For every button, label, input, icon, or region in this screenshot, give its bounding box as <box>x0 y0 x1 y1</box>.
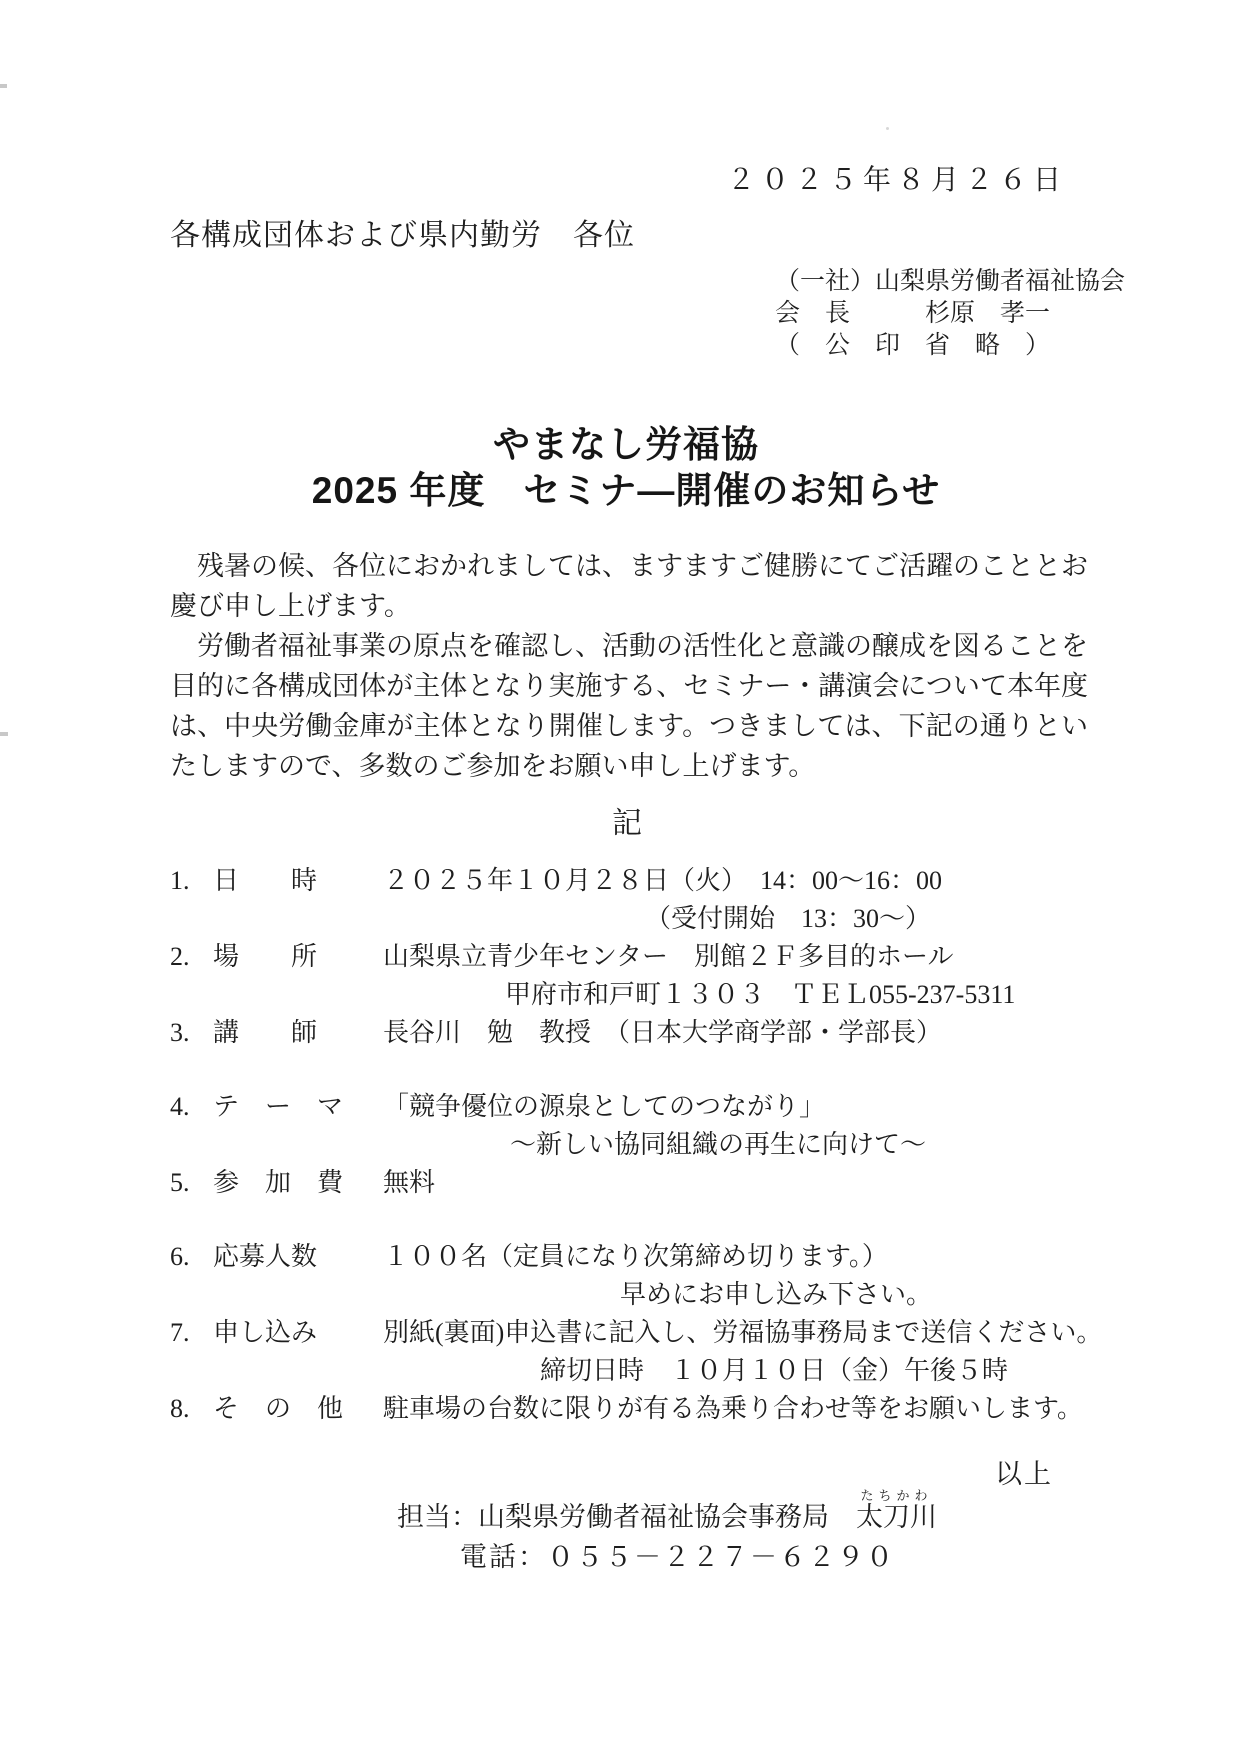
item-number: 5. <box>170 1168 190 1197</box>
contact-person: 太刀川 <box>856 1502 937 1532</box>
item-subline-early-apply: 早めにお申し込み下さい。 <box>620 1280 933 1309</box>
list-item-datetime <box>170 862 1130 900</box>
document-title-line2: 2025 年度 セミナ―開催のお知らせ <box>311 470 941 511</box>
item-value: 「競争優位の源泉としてのつながり」 <box>383 1092 826 1121</box>
item-value: 別紙(裏面)申込書に記入し、労福協事務局まで送信ください。 <box>383 1318 1103 1347</box>
item-number: 3. <box>170 1018 190 1047</box>
item-value: １００名（定員になり次第締め切ります。） <box>383 1242 888 1271</box>
item-number: 6. <box>170 1242 190 1271</box>
list-item-other <box>170 1390 1130 1428</box>
contact-person-line <box>397 1488 937 1537</box>
list-item-capacity <box>170 1238 1130 1276</box>
addressee-line: 各構成団体および県内勤労 各位 <box>170 219 635 252</box>
item-value: ２０２５年１０月２８日（火） 14：00～16：00 <box>383 866 943 895</box>
item-label: 日 時 <box>213 866 318 895</box>
contact-person-furigana: たちかわ <box>856 1488 937 1503</box>
item-value: 山梨県立青少年センター 別館２Ｆ多目的ホール <box>383 942 954 971</box>
scan-artifact <box>0 732 8 736</box>
item-subline-subtitle: ～新しい協同組織の再生に向けて～ <box>510 1130 927 1159</box>
list-item-application <box>170 1314 1130 1352</box>
item-subline-deadline: 締切日時 １０月１０日（金）午後５時 <box>540 1356 1009 1385</box>
sender-block <box>775 266 1125 362</box>
main-paragraph: 労働者福祉事業の原点を確認し、活動の活性化と意識の醸成を図ることを目的に各構成団体が主体となり実施する、セミナー・講演会について本年度は、中央労働金庫が主体となり開催します。つきましては、下記の通りといたしますので、多数のご参加をお願い申し上げます。 <box>170 631 1088 781</box>
item-label: 場 所 <box>213 942 318 971</box>
closing-ijou: 以上 <box>995 1459 1053 1489</box>
details-list <box>170 862 1130 1428</box>
contact-person-name <box>856 1488 937 1532</box>
item-label: 参 加 費 <box>213 1168 344 1197</box>
item-label: 講 師 <box>213 1018 318 1047</box>
greeting-paragraph: 残暑の候、各位におかれましては、ますますご健勝にてご活躍のこととお慶び申し上げます。 <box>170 551 1088 621</box>
item-number: 8. <box>170 1394 190 1423</box>
contact-block <box>397 1488 937 1577</box>
item-number: 1. <box>170 866 190 895</box>
item-number: 7. <box>170 1318 190 1347</box>
contact-phone: 電話：０５５－２２７－６２９０ <box>460 1542 895 1572</box>
scan-artifact <box>0 84 7 88</box>
body-paragraphs <box>170 546 1088 786</box>
list-item-lecturer <box>170 1014 1130 1052</box>
item-label: 申し込み <box>213 1318 318 1347</box>
item-subline-reception: （受付開始 13：30～） <box>645 904 932 933</box>
item-number: 4. <box>170 1092 190 1121</box>
contact-prefix: 担当：山梨県労働者福祉協会事務局 <box>397 1502 856 1532</box>
item-value: 駐車場の台数に限りが有る為乗り合わせ等をお願いします。 <box>383 1394 1083 1423</box>
list-item-theme <box>170 1088 1130 1126</box>
seal-omitted-note: （ 公 印 省 略 ） <box>775 332 1051 359</box>
list-item-fee <box>170 1164 1130 1202</box>
list-item-place <box>170 938 1130 976</box>
item-number: 2. <box>170 942 190 971</box>
item-label: 応募人数 <box>213 1242 318 1271</box>
scan-artifact <box>886 127 889 130</box>
item-value: 無料 <box>383 1168 436 1197</box>
item-value: 長谷川 勉 教授 （日本大学商学部・学部長） <box>383 1018 943 1047</box>
sender-president: 会 長 杉原 孝一 <box>775 300 1051 327</box>
item-label: そ の 他 <box>213 1394 344 1423</box>
ki-heading: 記 <box>612 807 644 840</box>
sender-organization: （一社）山梨県労働者福祉協会 <box>775 268 1126 295</box>
item-label: テ ー マ <box>213 1092 344 1121</box>
item-subline-address: 甲府市和戸町１３０３ ＴＥＬ055-237-5311 <box>505 980 1016 1009</box>
document-date: ２０２５年８月２６日 <box>726 165 1067 196</box>
document-title-line1: やまなし労福協 <box>493 424 759 465</box>
